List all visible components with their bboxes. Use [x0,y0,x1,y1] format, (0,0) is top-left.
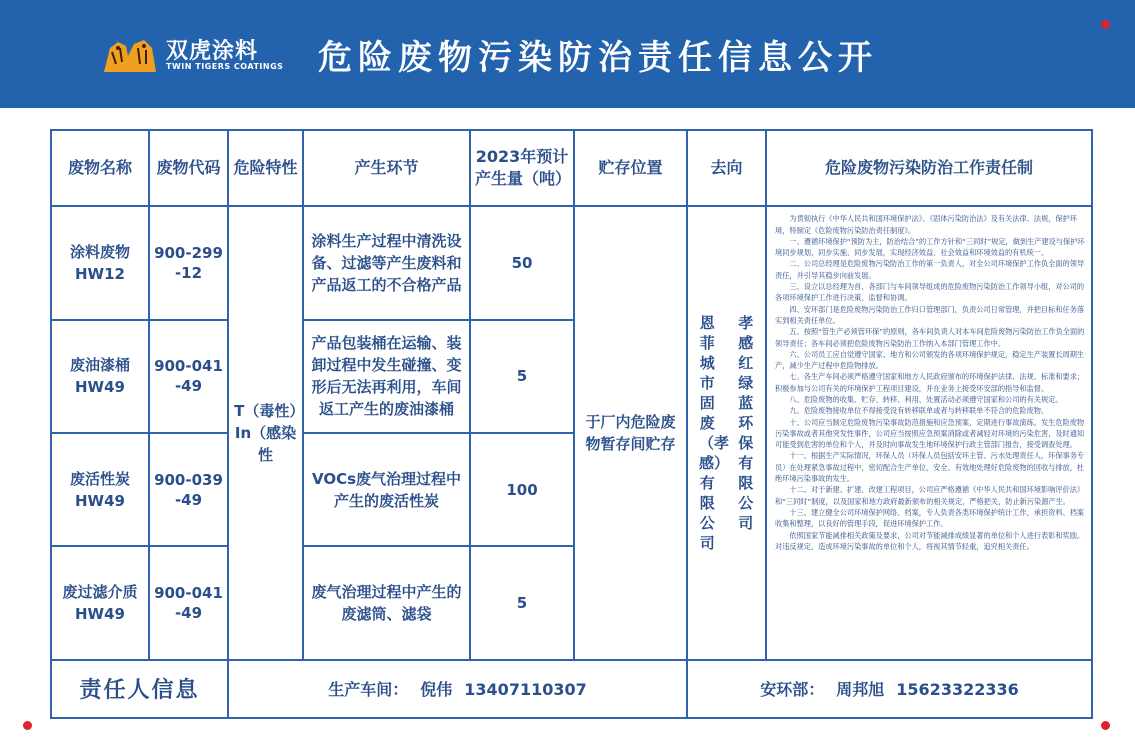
header-storage: 贮存位置 [574,130,687,206]
header-waste-code: 废物代码 [149,130,228,206]
production-contact [228,660,687,718]
duty-paragraph: 八、危险废物的收集、贮存、转移、利用、处置活动必须遵守国家和公司的有关规定。 [789,395,1063,404]
production-phone: 13407110307 [464,680,587,700]
duty-paragraph: 六、公司员工应自觉遵守国家、地方和公司颁发的各项环境保护规定，稳定生产装置长周期生产，减少生产过程中危险物排放。 [775,349,1085,371]
process-cell: 涂料生产过程中清洗设备、过滤等产生废料和产品返工的不合格产品 [303,206,470,319]
storage-cell: 于厂内危险废物暂存间贮存 [574,206,687,660]
header-hazard: 危险特性 [228,130,303,206]
hazardous-waste-table [50,129,1093,719]
process-cell: 废气治理过程中产生的废滤筒、滤袋 [303,546,470,659]
waste-name-cell: 废过滤介质 HW49 [51,546,149,659]
quantity-cell: 5 [470,320,574,433]
waste-name-cell: 废活性炭 HW49 [51,433,149,546]
hazard-cell: T（毒性）In（感染性 [228,206,303,660]
duty-paragraph: 七、各生产车间必须严格遵守国家和地方人民政府颁布的环境保护法律、法规、标准和要求；积极参加与公司有关的环境保护工程项目建设，并在业务上接受环安部的指导和监督。 [775,372,1085,393]
safety-phone: 15623322336 [896,680,1019,700]
safety-person: 周邦旭 [836,680,885,700]
destination-company-1: 恩菲城市固废（孝感）有限公司 [699,314,730,552]
duty-paragraph: 九、危险废物接收单位不得接受没有转移联单或者与转移联单不符合的危险废物。 [789,406,1049,416]
waste-name-cell: 涂料废物 HW12 [51,206,149,319]
duty-paragraph: 五、按照“管生产必须管环保”的原则，各车间负责人对本车间危险废物污染防治工作负全面的领导责任；各车间必须把危险废物污染防治工作纳入本部门管理工作中。 [775,327,1085,348]
duty-paragraph: 一、遵循环境保护“预防为主，防治结合”的工作方针和“三同时”规定，做到生产建设与保护环境同步规划、同步实施、同步发展，实现经济效益、社会效益和环境效益的有机统一。 [775,236,1085,258]
header-quantity: 2023年预计产生量（吨） [470,130,574,206]
waste-code-cell: 900-299 -12 [149,206,228,319]
waste-code-cell: 900-041 -49 [149,320,228,433]
duty-paragraph: 二、公司总经理是危险废物污染防治工作的第一负责人，对全公司环境保护工作负全面的领导责任，并引导其稳步向前发展。 [775,259,1085,280]
responsible-info-title: 责任人信息 [51,660,228,718]
quantity-cell: 100 [470,433,574,546]
production-label: 生产车间： [328,680,409,700]
duty-paragraph: 三、设立以总经理为首、各部门与车间领导组成的危险废物污染防治工作领导小组，对公司的各项环境保护工作进行决策、监督和协调。 [775,282,1085,303]
duty-paragraph: 十一、根据生产实际情况，环保人员（环保人员包括安环主管、污水处理责任人、环保事务专员）在处理紧急事故过程中，密切配合生产单位，安全、有效地处理好危险废物的回收与排放，杜绝环境污染事故的发生。 [775,451,1085,484]
process-cell: 产品包装桶在运输、装卸过程中发生碰撞、变形后无法再利用，车间返工产生的废油漆桶 [303,320,470,433]
destination-cell [687,206,766,660]
header-band [0,0,1135,108]
destination-columns [692,313,761,553]
duty-paragraph: 十、公司应当制定危险废物污染事故防范措施和应急预案，定期进行事故演练。发生危险废物污染事故或者其他突发性事件，公司应当按照应急预案消除或者减轻对环境的污染危害，及时通知可能受到危害的单位和个人，并及时向事故发生地环境保护行政主管部门报告，接受调查处理。 [775,417,1085,450]
duty-paragraph: 四、安环部门是危险废物污染防治工作归口管理部门，负责公司日常管理，并把目标和任务落实到相关责任单位。 [775,304,1085,325]
quantity-cell: 5 [470,546,574,659]
safety-contact [687,660,1092,718]
brand-name-cn: 双虎涂料 [166,39,259,64]
duty-text-cell [766,206,1092,660]
duty-paragraph: 十三、建立健全公司环境保护网络、档案，专人负责各类环境保护统计工作，承担资料、档案收集和整理，以良好的管理手段，促进环境保护工作。 [775,507,1085,529]
corner-dot-icon [1101,20,1110,29]
destination-company-2: 孝感红绿蓝环保有限公司 [738,314,754,532]
quantity-cell: 50 [470,206,574,319]
safety-label: 安环部： [760,680,825,700]
duty-paragraph: 十二、对于新建、扩建、改建工程项目，公司应严格遵循《中华人民共和国环境影响评价法》和“三同时”制度，以及国家和地方政府最新颁布的相关规定，严格把关，防止新污染源产生。 [775,485,1085,506]
header-waste-name: 废物名称 [51,130,149,206]
header-duty: 危险废物污染防治工作责任制 [766,130,1092,206]
process-cell: VOCs废气治理过程中产生的废活性炭 [303,433,470,546]
corner-dot-icon [23,721,32,730]
page-title: 危险废物污染防治责任信息公开 [318,38,878,78]
brand-logo [98,34,298,78]
tiger-logo-icon [98,34,158,76]
waste-name-cell: 废油漆桶 HW49 [51,320,149,433]
brand-name-en: TWIN TIGERS COATINGS [166,62,284,71]
duty-paragraph: 依照国家节能减排相关政策及要求，公司对节能减排成绩显著的单位和个人进行表彰和奖励。对违反规定，造成环境污染事故的单位和个人，将视其情节轻重，追究相关责任。 [775,530,1085,551]
waste-code-cell: 900-039 -49 [149,433,228,546]
duty-paragraph: 为贯彻执行《中华人民共和国环境保护法》、《固体污染防治法》及有关法律、法规，保护环境，特制定《危险废物污染防治责任制度》。 [775,214,1077,235]
production-person: 倪伟 [420,680,453,700]
header-destination: 去向 [687,130,766,206]
waste-code-cell: 900-041 -49 [149,546,228,659]
header-process: 产生环节 [303,130,470,206]
corner-dot-icon [1101,721,1110,730]
